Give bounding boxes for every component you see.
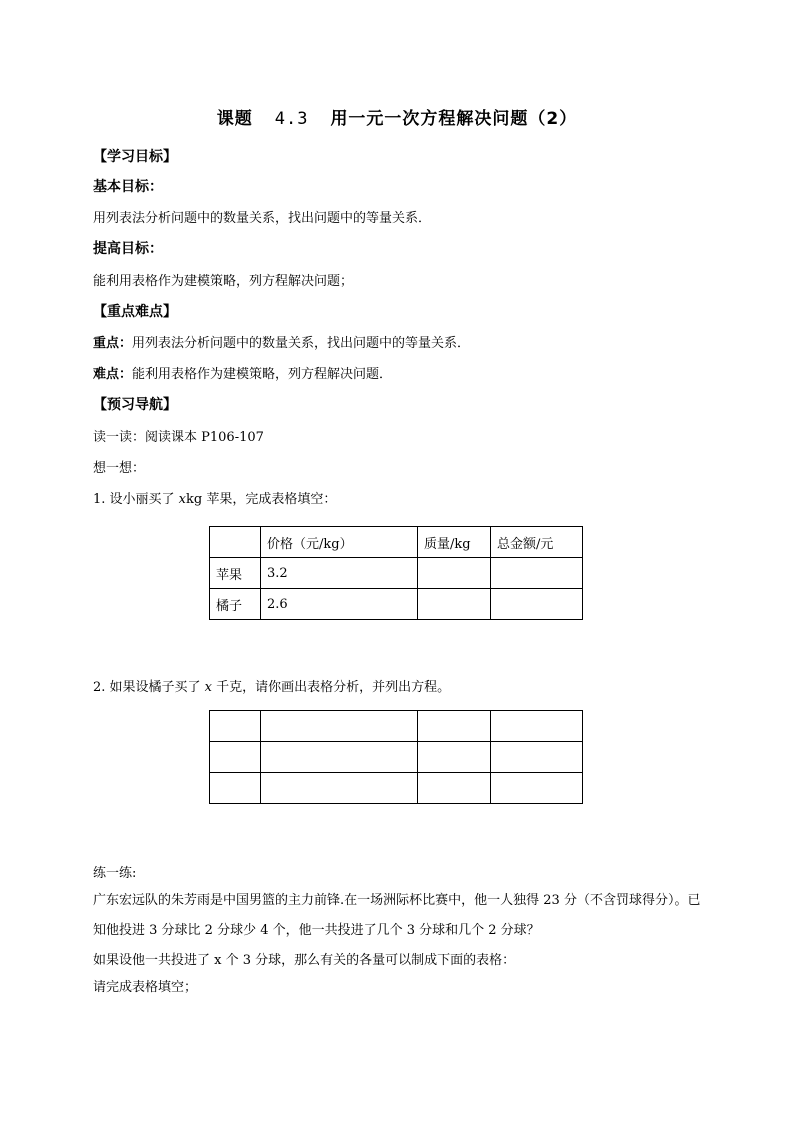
practice-instruction: 请完成表格填空； (93, 980, 198, 995)
q2-variable: x (204, 680, 213, 695)
blank-cell[interactable] (210, 742, 261, 773)
table-cell: 2.6 (261, 589, 418, 620)
blank-cell[interactable] (491, 742, 583, 773)
question-1 (93, 488, 336, 507)
table-cell (418, 558, 491, 589)
basic-goal-text: 用列表法分析问题中的数量关系，找出问题中的等量关系． (93, 211, 432, 226)
blank-row (210, 773, 583, 804)
table-cell (491, 558, 583, 589)
lesson-label: 课题 (216, 109, 253, 129)
question-2 (93, 676, 450, 695)
blank-row (210, 711, 583, 742)
blank-cell[interactable] (491, 711, 583, 742)
price-table (209, 526, 583, 620)
blank-cell[interactable] (261, 711, 418, 742)
table-cell (418, 589, 491, 620)
table-cell: 3.2 (261, 558, 418, 589)
advanced-goal-label: 提高目标： (93, 241, 163, 257)
table-cell: 苹果 (210, 558, 261, 589)
goals-heading: 【学习目标】 (93, 149, 177, 165)
practice-heading: 练一练: (93, 866, 137, 881)
blank-cell[interactable] (261, 742, 418, 773)
focus-line (93, 332, 470, 351)
advanced-goal-text: 能利用表格作为建模策略，列方程解决问题； (93, 274, 354, 289)
practice-setup: 如果设他一共投进了 x 个 3 分球，那么有关的各量可以制成下面的表格： (93, 953, 516, 968)
think-line: 想一想： (93, 461, 146, 476)
lesson-title: 用一元一次方程解决问题（2） (330, 109, 578, 129)
preview-heading: 【预习导航】 (93, 397, 177, 413)
difficulty-line (93, 363, 392, 382)
q1-suffix: kg 苹果，完成表格填空： (186, 492, 337, 507)
q1-variable: x (178, 492, 187, 507)
blank-cell[interactable] (210, 773, 261, 804)
table-cell (491, 589, 583, 620)
table-row (210, 558, 583, 589)
focus-label: 重点： (93, 336, 133, 351)
difficulty-label: 难点： (93, 367, 133, 382)
blank-cell[interactable] (261, 773, 418, 804)
table-header-row (210, 527, 583, 558)
blank-row (210, 742, 583, 773)
blank-cell[interactable] (418, 773, 491, 804)
blank-cell[interactable] (210, 711, 261, 742)
blank-cell[interactable] (418, 742, 491, 773)
q1-prefix: 1. 设小丽买了 (93, 492, 179, 507)
practice-problem: 广东宏远队的朱芳雨是中国男篮的主力前锋.在一场洲际杯比赛中，他一人独得 23 分（不含罚球得分）。已知他投进 3 分球比 2 分球少 4 个，他一共投进了几个 3 分球和几个 2 分球？ (93, 893, 701, 938)
focus-text: 用列表法分析问题中的数量关系，找出问题中的等量关系． (132, 336, 471, 351)
read-line: 读一读：阅读课本 P106-107 (93, 430, 264, 445)
table-header-cell (210, 527, 261, 558)
table-header-cell: 质量/kg (418, 527, 491, 558)
blank-cell[interactable] (491, 773, 583, 804)
table-header-cell: 价格（元/kg） (261, 527, 418, 558)
basic-goal-label: 基本目标： (93, 179, 163, 195)
difficulty-text: 能利用表格作为建模策略，列方程解决问题． (132, 367, 393, 382)
keypoints-heading: 【重点难点】 (93, 304, 177, 320)
lesson-number: 4.3 (274, 109, 309, 129)
table-header-cell: 总金额/元 (491, 527, 583, 558)
page-title (0, 104, 794, 129)
q2-suffix: 千克，请你画出表格分析，并列出方程。 (212, 680, 451, 695)
blank-analysis-table (209, 710, 583, 804)
q2-prefix: 2. 如果设橘子买了 (93, 680, 205, 695)
table-row (210, 589, 583, 620)
table-cell: 橘子 (210, 589, 261, 620)
blank-cell[interactable] (418, 711, 491, 742)
